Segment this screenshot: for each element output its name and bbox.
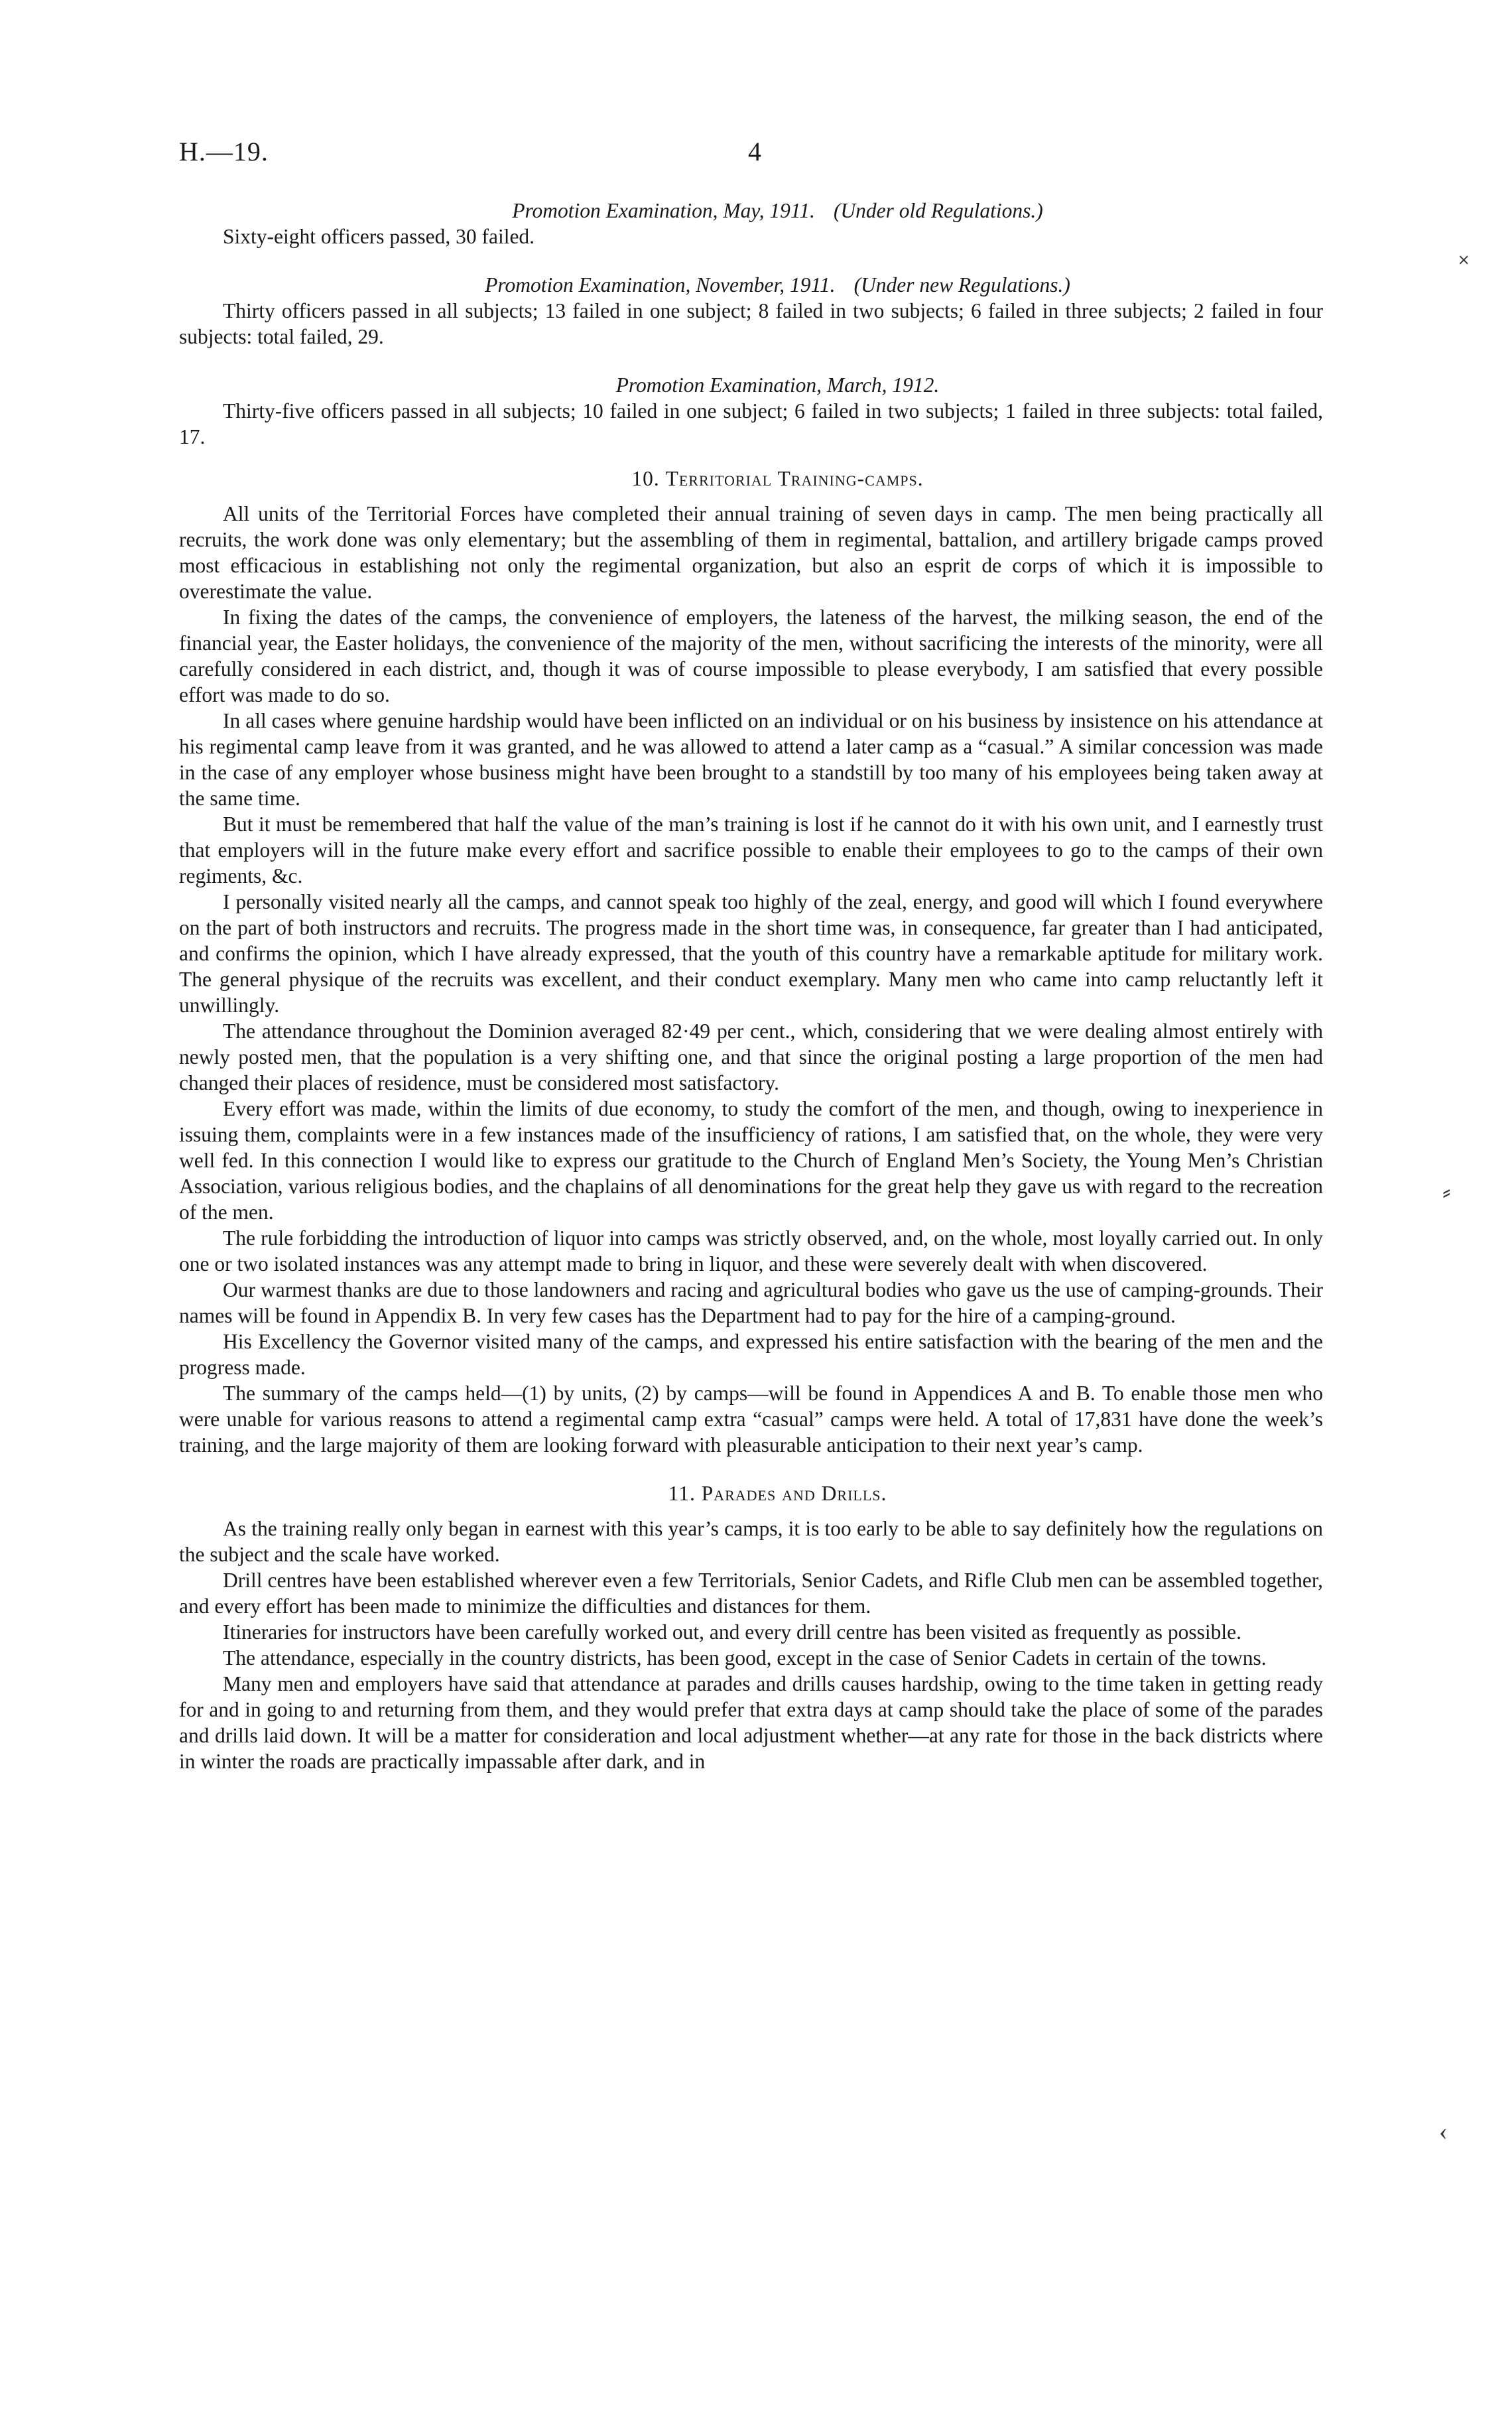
exam-heading: Promotion Examination, May, 1911. (Under old Regulations.) xyxy=(512,199,1043,222)
margin-mark-icon: ⸗ xyxy=(1442,1178,1451,1206)
paragraph: Itineraries for instructors have been carefully worked out, and every drill centre has been visited as frequently as possible. xyxy=(223,1620,1241,1644)
paragraph: In all cases where genuine hardship would have been inflicted on an individual or on his business by insistence on his attendance at his regimental camp leave from it was granted, and he was allowed to attend a later camp as a “casual.” A similar concession was made in the case of any employer whose business might have been brought to a standstill by too many of his employees being taken away at the same time. xyxy=(179,709,1323,810)
paragraph: The summary of the camps held—(1) by units, (2) by camps—will be found in Appendices A and B. To enable those men who were unable for various reasons to attend a regimental camp extra “casual” camps were held. A total of 17,831 have done the week’s training, and the large majority of them are looking forward with pleasurable anticipation to their next year’s camp. xyxy=(179,1382,1323,1457)
document-reference: H.—19. xyxy=(179,137,269,166)
paragraph: His Excellency the Governor visited many of the camps, and expressed his entire satisfaction with the bearing of the men and the progress made. xyxy=(179,1330,1323,1379)
exam-heading: Promotion Examination, March, 1912. xyxy=(615,373,940,397)
paragraph: As the training really only began in earnest with this year’s camps, it is too early to be able to say definitely how the regulations on the subject and the scale have worked. xyxy=(179,1517,1323,1566)
paragraph: The attendance throughout the Dominion averaged 82·49 per cent., which, considering that we were dealing almost entirely with newly posted men, that the population is a very shifting one, and that since the original posting a large proportion of the men had changed their places of residence, must be considered most satisfactory. xyxy=(179,1019,1323,1094)
paragraph: Every effort was made, within the limits of due economy, to study the comfort of the men, and though, owing to inexperience in issuing them, complaints were in a few instances made of the insufficiency of rations, I am satisfied that, on the whole, they were very well fed. In this connection I would like to express our gratitude to the Church of England Men’s Society, the Young Men’s Christian Association, various religious bodies, and the chaplains of all denominations for the great help they gave us with regard to the recreation of the men. xyxy=(179,1097,1323,1224)
paragraph: The attendance, especially in the country districts, has been good, except in the case of Senior Cadets in certain of the towns. xyxy=(223,1646,1267,1669)
paragraph: The rule forbidding the introduction of liquor into camps was strictly observed, and, on the whole, most loyally carried out. In only one or two isolated instances was any attempt made to bring in liquor, and these were severely dealt with when discovered. xyxy=(179,1226,1323,1275)
paragraph: All units of the Territorial Forces have completed their annual training of seven days in camp. The men being practically all recruits, the work done was only elementary; but the assembling of them in regimental, battalion, and artillery brigade camps proved most efficacious in establishing not only the regimental organization, but also an esprit de corps of which it is impossible to overestimate the value. xyxy=(179,502,1323,603)
exam-result: Sixty-eight officers passed, 30 failed. xyxy=(223,225,535,248)
exam-result: Thirty-five officers passed in all subjects; 10 failed in one subject; 6 failed in two subjects; 1 failed in three subjects: total failed, 17. xyxy=(179,399,1323,448)
margin-mark-icon: ˟ xyxy=(1459,251,1469,279)
paragraph: Many men and employers have said that attendance at parades and drills causes hardship, owing to the time taken in getting ready for and in going to and returning from them, and they would prefer that extra days at camp should take the place of some of the parades and drills laid down. It will be a matter for consideration and local adjustment whether—at any rate for those in the back districts where in winter the roads are practically impassable after dark, and in xyxy=(179,1672,1323,1773)
exam-heading: Promotion Examination, November, 1911. (Under new Regulations.) xyxy=(485,273,1070,296)
paragraph: In fixing the dates of the camps, the convenience of employers, the lateness of the harvest, the milking season, the end of the financial year, the Easter holidays, the convenience of the majority of the men, without sacrificing the interests of the minority, were all carefully considered in each district, and, though it was of course impossible to please everybody, I am satisfied that every possible effort was made to do so. xyxy=(179,606,1323,706)
exam-result: Thirty officers passed in all subjects; 13 failed in one subject; 8 failed in two subjects; 6 failed in three subjects; 2 failed in four subjects: total failed, 29. xyxy=(179,299,1323,348)
paragraph: Our warmest thanks are due to those landowners and racing and agricultural bodies who gave us the use of camping-grounds. Their names will be found in Appendix B. In very few cases has the Department had to pay for the hire of a camping-ground. xyxy=(179,1278,1323,1327)
paragraph: I personally visited nearly all the camps, and cannot speak too highly of the zeal, energy, and good will which I found everywhere on the part of both instructors and recruits. The progress made in the short time was, in consequence, far greater than I had anticipated, and confirms the opinion, which I have already expressed, that the youth of this country have a remarkable aptitude for military work. The general physique of the recruits was excellent, and their conduct exemplary. Many men who came into camp reluctantly left it unwillingly. xyxy=(179,890,1323,1017)
section-heading: 11. Parades and Drills. xyxy=(668,1482,887,1505)
section-heading: 10. Territorial Training-camps. xyxy=(631,467,924,490)
paragraph: Drill centres have been established wherever even a few Territorials, Senior Cadets, and Rifle Club men can be assembled together, and every effort has been made to minimize the difficulties and distances for them. xyxy=(179,1569,1323,1618)
paragraph: But it must be remembered that half the value of the man’s training is lost if he cannot do it with his own unit, and I earnestly trust that employers will in the future make every effort and sacrifice possible to enable their employees to go to the camps of their own regiments, &c. xyxy=(179,813,1323,887)
margin-mark-icon: ‹ xyxy=(1439,2118,1448,2146)
page-number: 4 xyxy=(748,137,761,166)
document-body xyxy=(179,198,1323,1774)
